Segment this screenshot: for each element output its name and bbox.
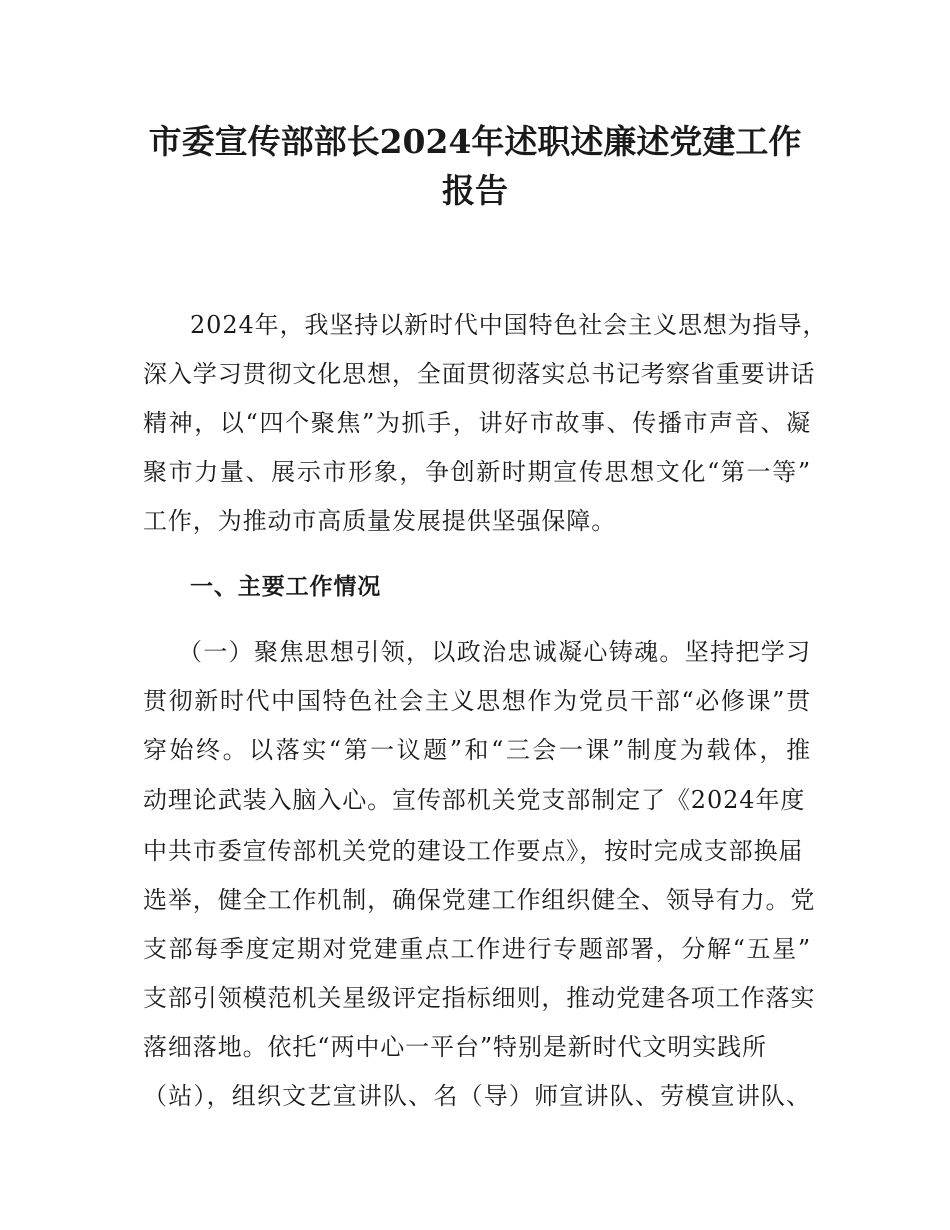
body-line-8: 支部引领模范机关星级评定指标细则，推动党建各项工作落实 [143, 984, 816, 1012]
body-line-9: 落细落地。依托“两中心一平台”特别是新时代文明实践所 [143, 1033, 767, 1061]
body-line-5: 中共市委宣传部机关党的建设工作要点》，按时完成支部换届 [143, 837, 804, 865]
body-line-4: 动理论武装入脑入心。宣传部机关党支部制定了《2024年度 [143, 786, 806, 814]
document-title-line-1: 市委宣传部部长2024年述职述廉述党建工作 [148, 122, 802, 161]
intro-line-5: 工作，为推动市高质量发展提供坚强保障。 [143, 507, 617, 535]
intro-line-1: 2024年，我坚持以新时代中国特色社会主义思想为指导， [190, 311, 828, 339]
body-line-7: 支部每季度定期对党建重点工作进行专题部署，分解“五星” [143, 935, 811, 963]
body-line-1: （一）聚焦思想引领，以政治忠诚凝心铸魂。坚持把学习 [178, 638, 811, 666]
body-line-6: 选举，健全工作机制，确保党建工作组织健全、领导有力。党 [143, 886, 816, 914]
intro-line-3: 精神，以“四个聚焦”为抓手，讲好市故事、传播市声音、凝 [143, 409, 811, 437]
section-heading: 一、主要工作情况 [190, 574, 382, 600]
intro-line-4: 聚市力量、展示市形象，争创新时期宣传思想文化“第一等” [143, 458, 811, 486]
intro-line-2: 深入学习贯彻文化思想，全面贯彻落实总书记考察省重要讲话 [143, 360, 816, 388]
body-line-2: 贯彻新时代中国特色社会主义思想作为党员干部“必修课”贯 [143, 687, 811, 715]
body-line-3: 穿始终。以落实“第一议题”和“三会一课”制度为载体，推 [143, 736, 811, 764]
body-line-10: （站），组织文艺宣讲队、名（导）师宣讲队、劳模宣讲队、 [143, 1082, 811, 1110]
document-title-line-2: 报告 [442, 171, 508, 210]
